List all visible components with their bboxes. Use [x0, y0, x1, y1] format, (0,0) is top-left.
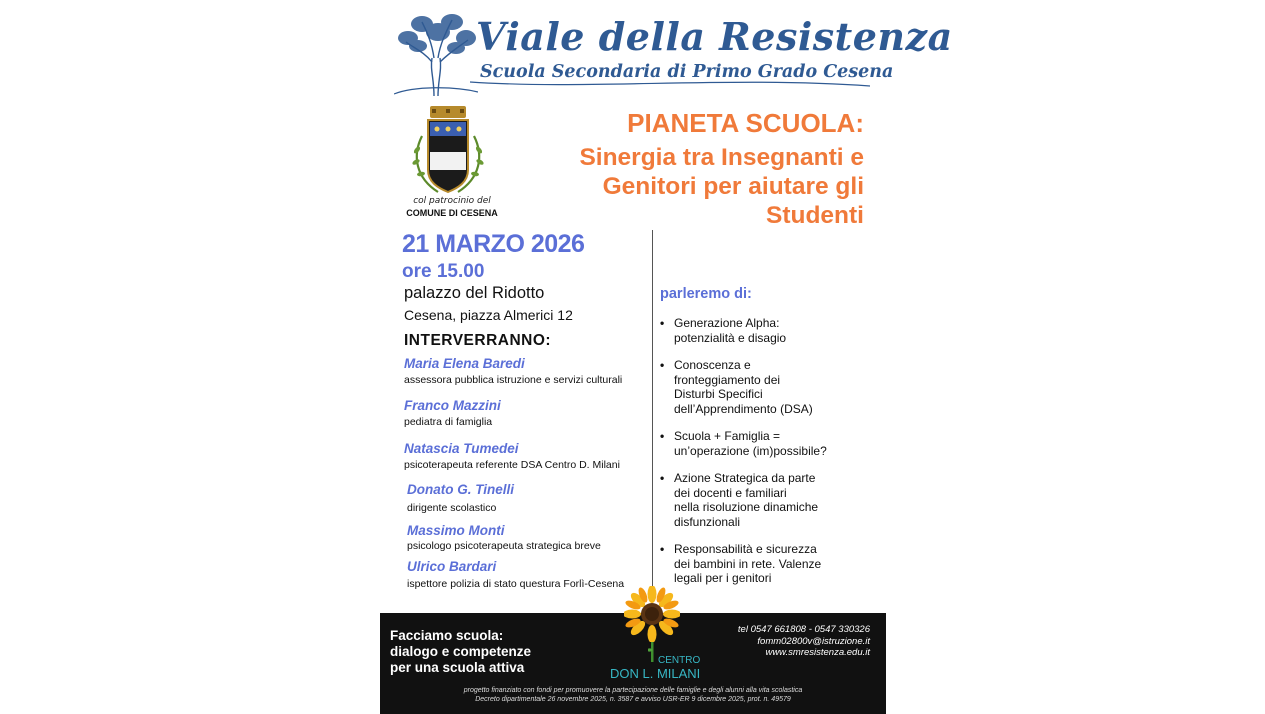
topic-line: Scuola + Famiglia = [674, 429, 781, 443]
speaker-item [407, 482, 514, 514]
speaker-item [404, 356, 622, 386]
patronage-municipality: COMUNE DI CESENA [406, 208, 498, 218]
topic-line: Conoscenza e [674, 358, 751, 372]
speaker-item [407, 523, 601, 552]
contact-website[interactable]: www.smresistenza.edu.it [765, 647, 870, 658]
slogan-line: dialogo e competenze [390, 644, 532, 659]
header-swoosh [470, 74, 870, 94]
headline-line-3: Genitori per aiutare gli [602, 173, 864, 201]
school-subtitle: Scuola Secondaria di Primo Grado Cesena [480, 62, 894, 82]
speaker-name: Ulrico Bardari [407, 559, 497, 574]
bullet-icon: • [660, 471, 665, 485]
headline-line-4: Studenti [766, 202, 864, 230]
school-title: Viale della Resistenza [476, 14, 953, 59]
topic-line: un’operazione (im)possibile? [674, 443, 827, 458]
topic-item [660, 429, 860, 458]
event-venue: palazzo del Ridotto [404, 284, 545, 302]
speaker-role: ispettore polizia di stato questura Forlì-Cesena [407, 578, 625, 590]
footer-contacts [738, 624, 870, 659]
speaker-role: psicoterapeuta referente DSA Centro D. Milani [404, 459, 620, 471]
topic-line: fronteggiamento dei [674, 372, 781, 387]
topics-list [660, 316, 860, 599]
bullet-icon: • [660, 358, 665, 372]
topic-line: Generazione Alpha: [674, 316, 780, 330]
event-address: Cesena, piazza Almerici 12 [404, 307, 573, 323]
centro-name: DON L. MILANI [610, 666, 701, 681]
speaker-role: psicologo psicoterapeuta strategica breve [407, 540, 601, 552]
contact-phone: tel 0547 661808 - 0547 330326 [737, 624, 870, 635]
topics-heading: parleremo di: [660, 286, 752, 302]
funding-note [380, 686, 886, 704]
topic-line: potenzialità e disagio [674, 330, 787, 345]
bullet-icon: • [660, 542, 665, 556]
topic-line: Responsabilità e sicurezza [674, 542, 817, 556]
speaker-name: Natascia Tumedei [404, 441, 519, 456]
olive-tree-logo [394, 12, 478, 98]
speaker-role: pediatra di famiglia [404, 416, 493, 428]
topic-line: dell’Apprendimento (DSA) [674, 401, 813, 416]
topic-line: dei docenti e familiari [674, 485, 787, 500]
topic-item [660, 542, 860, 586]
event-poster [380, 0, 953, 714]
slogan-line: per una scuola attiva [390, 660, 525, 675]
topic-line: Disturbi Specifici [674, 387, 763, 401]
slogan-line: Facciamo scuola: [390, 628, 504, 643]
speaker-item [404, 398, 501, 428]
event-date: 21 MARZO 2026 [402, 230, 585, 258]
headline-line-1: PIANETA SCUOLA: [627, 108, 864, 138]
funding-note-line: Decreto dipartimentale 26 novembre 2025, n. 3587 e avviso USR-ER 9 dicembre 2025, prot. n. 49579 [475, 696, 791, 703]
sunflower-logo-icon [624, 586, 680, 642]
speaker-item [407, 559, 624, 590]
topic-line: legali per i genitori [674, 571, 772, 585]
bullet-icon: • [660, 316, 665, 330]
patronage-label: col patrocinio del [413, 196, 491, 206]
speaker-name: Franco Mazzini [404, 398, 501, 413]
topic-line: disfunzionali [674, 514, 741, 529]
headline-line-2: Sinergia tra Insegnanti e [579, 144, 864, 172]
event-headline [504, 110, 864, 230]
bullet-icon: • [660, 429, 665, 443]
speaker-name: Massimo Monti [407, 523, 505, 538]
topic-item [660, 471, 860, 529]
contact-email[interactable]: fomm02800v@istruzione.it [757, 635, 870, 647]
topic-line: dei bambini in rete. Valenze [674, 556, 822, 571]
footer-slogan [390, 628, 531, 676]
speaker-item [404, 441, 620, 471]
topic-item [660, 358, 860, 416]
speakers-heading: INTERVERRANNO: [404, 332, 552, 349]
speaker-role: assessora pubblica istruzione e servizi culturali [404, 374, 623, 386]
event-time: ore 15.00 [402, 261, 485, 282]
funding-note-line: progetto finanziato con fondi per promuovere la partecipazione delle famiglie e degli alunni alla vita scolastica [463, 687, 803, 694]
topic-line: nella risoluzione dinamiche [674, 500, 819, 514]
topic-line: Azione Strategica da parte [674, 471, 816, 485]
speaker-name: Donato G. Tinelli [407, 482, 515, 497]
speaker-role: dirigente scolastico [407, 502, 497, 514]
speaker-name: Maria Elena Baredi [404, 356, 525, 371]
topic-item [660, 316, 860, 345]
city-coat-of-arms-icon [408, 106, 488, 198]
column-divider [652, 230, 653, 602]
centro-label: CENTRO [658, 655, 701, 666]
